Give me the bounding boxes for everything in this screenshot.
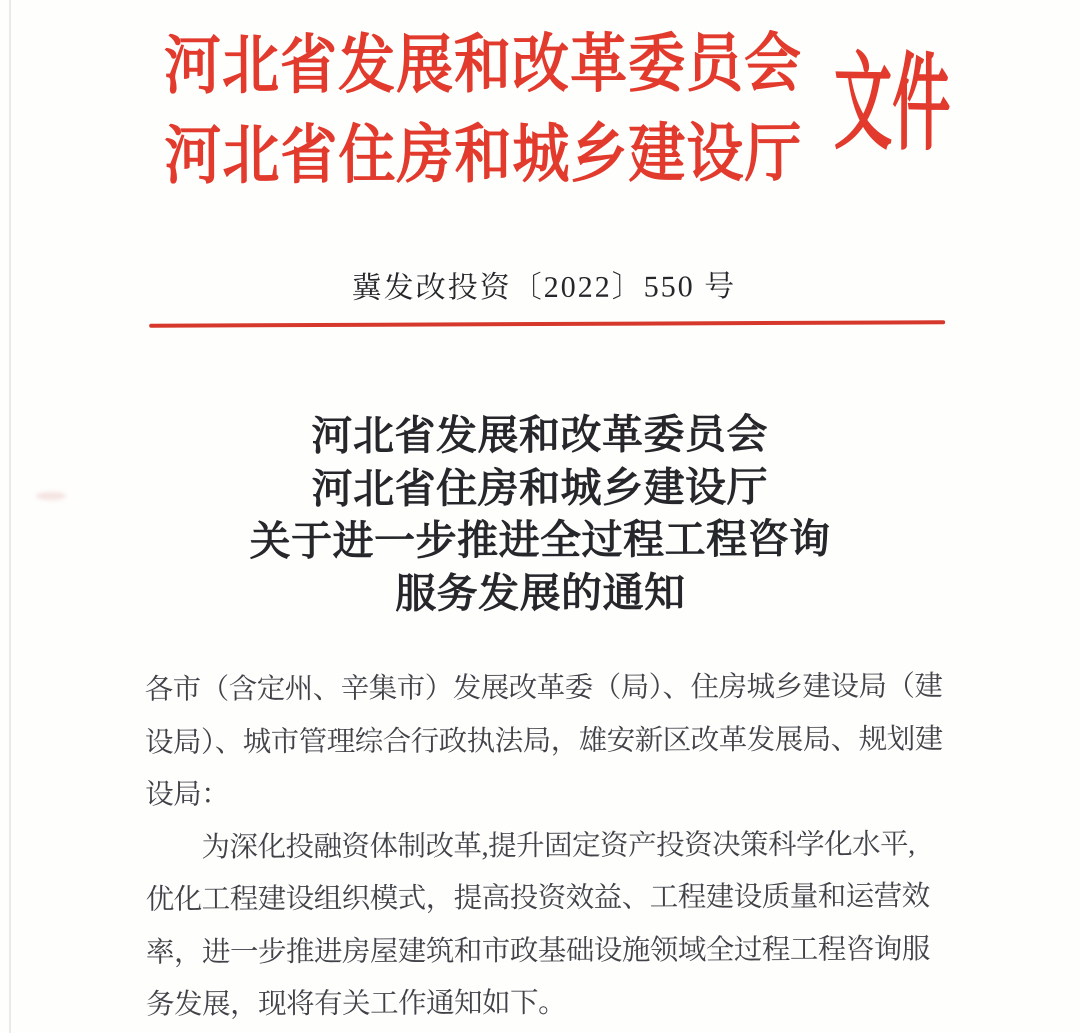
letterhead-agency-line-2: 河北省住房和城乡建设厅 bbox=[164, 118, 803, 193]
red-divider-line bbox=[149, 320, 945, 327]
letterhead-agency-line-1: 河北省发展和改革委员会 bbox=[163, 28, 803, 103]
doc-reference-number: 冀发改投资〔2022〕550 号 bbox=[351, 270, 737, 305]
addressee-paragraph: 各市（含定州、辛集市）发展改革委（局）、住房城乡建设局（建 设局）、城市管理综合行政执法局，雄安新区改革发展局、规划建 设局： bbox=[144, 671, 943, 811]
title-line-2: 河北省住房和城乡建设厅 bbox=[311, 463, 769, 512]
document-body bbox=[145, 661, 957, 1032]
title-line-1: 河北省发展和改革委员会 bbox=[311, 411, 768, 459]
document-title bbox=[0, 407, 1080, 622]
title-line-3: 关于进一步推进全过程工程咨询 bbox=[249, 515, 831, 565]
body-paragraph: 为深化投融资体制改革,提升固定资产投资决策科学化水平, 优化工程建设组织模式，提高投资效益、工程建设质量和运营效 率，进一步推进房屋建筑和市政基础设施领域全过程工程咨询服 务发展，现将有关工作通知如下。 bbox=[145, 828, 930, 1021]
letterhead-doc-type-label: 文件 bbox=[833, 44, 951, 164]
title-line-4: 服务发展的通知 bbox=[394, 568, 686, 617]
